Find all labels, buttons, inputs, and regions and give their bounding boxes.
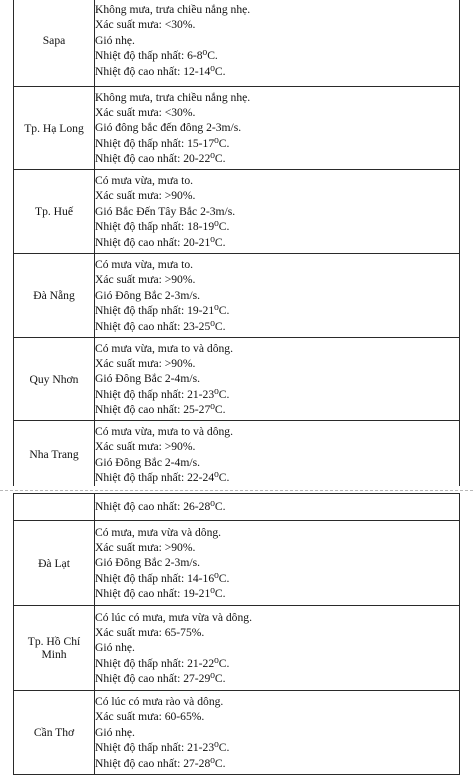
forecast-row-nha-trang	[14, 421, 460, 489]
forecast-line: Xác suất mưa: >90%.	[95, 540, 196, 554]
forecast-details	[95, 606, 460, 691]
forecast-details	[95, 0, 460, 87]
forecast-line: Nhiệt độ cao nhất: 27-29⁰C.	[95, 672, 226, 686]
city-name: Tp. Huế	[14, 170, 95, 254]
forecast-details	[95, 338, 460, 421]
forecast-row-quy-nhon	[14, 338, 460, 421]
forecast-details	[95, 521, 460, 606]
forecast-line: Nhiệt độ thấp nhất: 22-24⁰C.	[95, 470, 230, 484]
forecast-line: Gió nhẹ.	[95, 33, 135, 47]
forecast-line: Xác suất mưa: >90%.	[95, 273, 196, 287]
forecast-row-tp-ho-chi-minh	[14, 606, 460, 691]
page-break-line	[0, 490, 473, 491]
forecast-line: Gió Bắc Đến Tây Bắc 2-3m/s.	[95, 204, 236, 218]
forecast-row-tp-hue	[14, 170, 460, 254]
forecast-line: Xác suất mưa: <30%.	[95, 105, 196, 119]
forecast-row-tp-ha-long	[14, 87, 460, 170]
forecast-line: Nhiệt độ cao nhất: 27-28⁰C.	[95, 756, 226, 770]
forecast-line: Nhiệt độ cao nhất: 26-28⁰C.	[95, 500, 226, 514]
forecast-line: Xác suất mưa: >90%.	[95, 189, 196, 203]
forecast-table-part-2	[13, 493, 460, 775]
forecast-details	[95, 691, 460, 775]
forecast-line: Có lúc có mưa rào và dông.	[95, 695, 224, 709]
forecast-line: Nhiệt độ thấp nhất: 18-19⁰C.	[95, 220, 230, 234]
city-name: Sapa	[14, 0, 95, 87]
forecast-line: Xác suất mưa: >90%.	[95, 356, 196, 370]
city-name	[14, 494, 95, 521]
forecast-line: Có mưa vừa, mưa to và dông.	[95, 424, 233, 438]
forecast-line: Không mưa, trưa chiều nắng nhẹ.	[95, 90, 251, 104]
forecast-line: Nhiệt độ thấp nhất: 19-21⁰C.	[95, 304, 230, 318]
forecast-line: Gió Đông Bắc 2-3m/s.	[95, 556, 200, 570]
forecast-details	[95, 87, 460, 170]
forecast-line: Có mưa vừa, mưa to.	[95, 258, 194, 272]
forecast-line: Gió đông bắc đến đông 2-3m/s.	[95, 121, 242, 135]
forecast-line: Có mưa vừa, mưa to.	[95, 174, 194, 188]
city-name: Nha Trang	[14, 421, 95, 489]
forecast-line: Xác suất mưa: >90%.	[95, 440, 196, 454]
forecast-line: Có lúc có mưa, mưa vừa và dông.	[95, 610, 252, 624]
forecast-line: Xác suất mưa: 60-65%.	[95, 710, 205, 724]
forecast-line: Không mưa, trưa chiều nắng nhẹ.	[95, 3, 251, 17]
forecast-line: Gió Đông Bắc 2-4m/s.	[95, 372, 200, 386]
forecast-row-da-lat	[14, 521, 460, 606]
forecast-row-can-tho	[14, 691, 460, 775]
forecast-line: Xác suất mưa: 65-75%.	[95, 625, 205, 639]
forecast-line: Nhiệt độ cao nhất: 23-25⁰C.	[95, 319, 226, 333]
forecast-details	[95, 170, 460, 254]
city-name: Cần Thơ	[14, 691, 95, 775]
forecast-row-continued	[14, 494, 460, 521]
forecast-line: Nhiệt độ cao nhất: 19-21⁰C.	[95, 587, 226, 601]
forecast-line: Gió Đông Bắc 2-3m/s.	[95, 288, 200, 302]
forecast-line: Gió Đông Bắc 2-4m/s.	[95, 455, 200, 469]
forecast-line: Nhiệt độ cao nhất: 20-22⁰C.	[95, 152, 226, 166]
forecast-table-part-1	[13, 0, 460, 489]
forecast-line: Xác suất mưa: <30%.	[95, 18, 196, 32]
city-name: Đà Nẵng	[14, 254, 95, 338]
forecast-line: Nhiệt độ cao nhất: 12-14⁰C.	[95, 64, 226, 78]
forecast-line: Nhiệt độ thấp nhất: 21-23⁰C.	[95, 741, 230, 755]
forecast-row-sapa	[14, 0, 460, 87]
city-name: Đà Lạt	[14, 521, 95, 606]
forecast-line: Nhiệt độ thấp nhất: 21-23⁰C.	[95, 387, 230, 401]
forecast-line: Nhiệt độ cao nhất: 25-27⁰C.	[95, 403, 226, 417]
forecast-line: Nhiệt độ thấp nhất: 14-16⁰C.	[95, 571, 230, 585]
city-name: Tp. Hồ Chí Minh	[14, 606, 95, 691]
forecast-line: Nhiệt độ thấp nhất: 6-8⁰C.	[95, 49, 218, 63]
forecast-line: Gió nhẹ.	[95, 641, 135, 655]
forecast-line: Có mưa vừa, mưa to và dông.	[95, 341, 233, 355]
forecast-details	[95, 494, 460, 521]
city-name: Quy Nhơn	[14, 338, 95, 421]
forecast-line: Nhiệt độ cao nhất: 20-21⁰C.	[95, 235, 226, 249]
city-name: Tp. Hạ Long	[14, 87, 95, 170]
forecast-details	[95, 421, 460, 489]
forecast-line: Gió nhẹ.	[95, 725, 135, 739]
forecast-line: Nhiệt độ thấp nhất: 15-17⁰C.	[95, 136, 230, 150]
forecast-details	[95, 254, 460, 338]
forecast-line: Có mưa, mưa vừa và dông.	[95, 525, 222, 539]
forecast-row-da-nang	[14, 254, 460, 338]
forecast-line: Nhiệt độ thấp nhất: 21-22⁰C.	[95, 656, 230, 670]
